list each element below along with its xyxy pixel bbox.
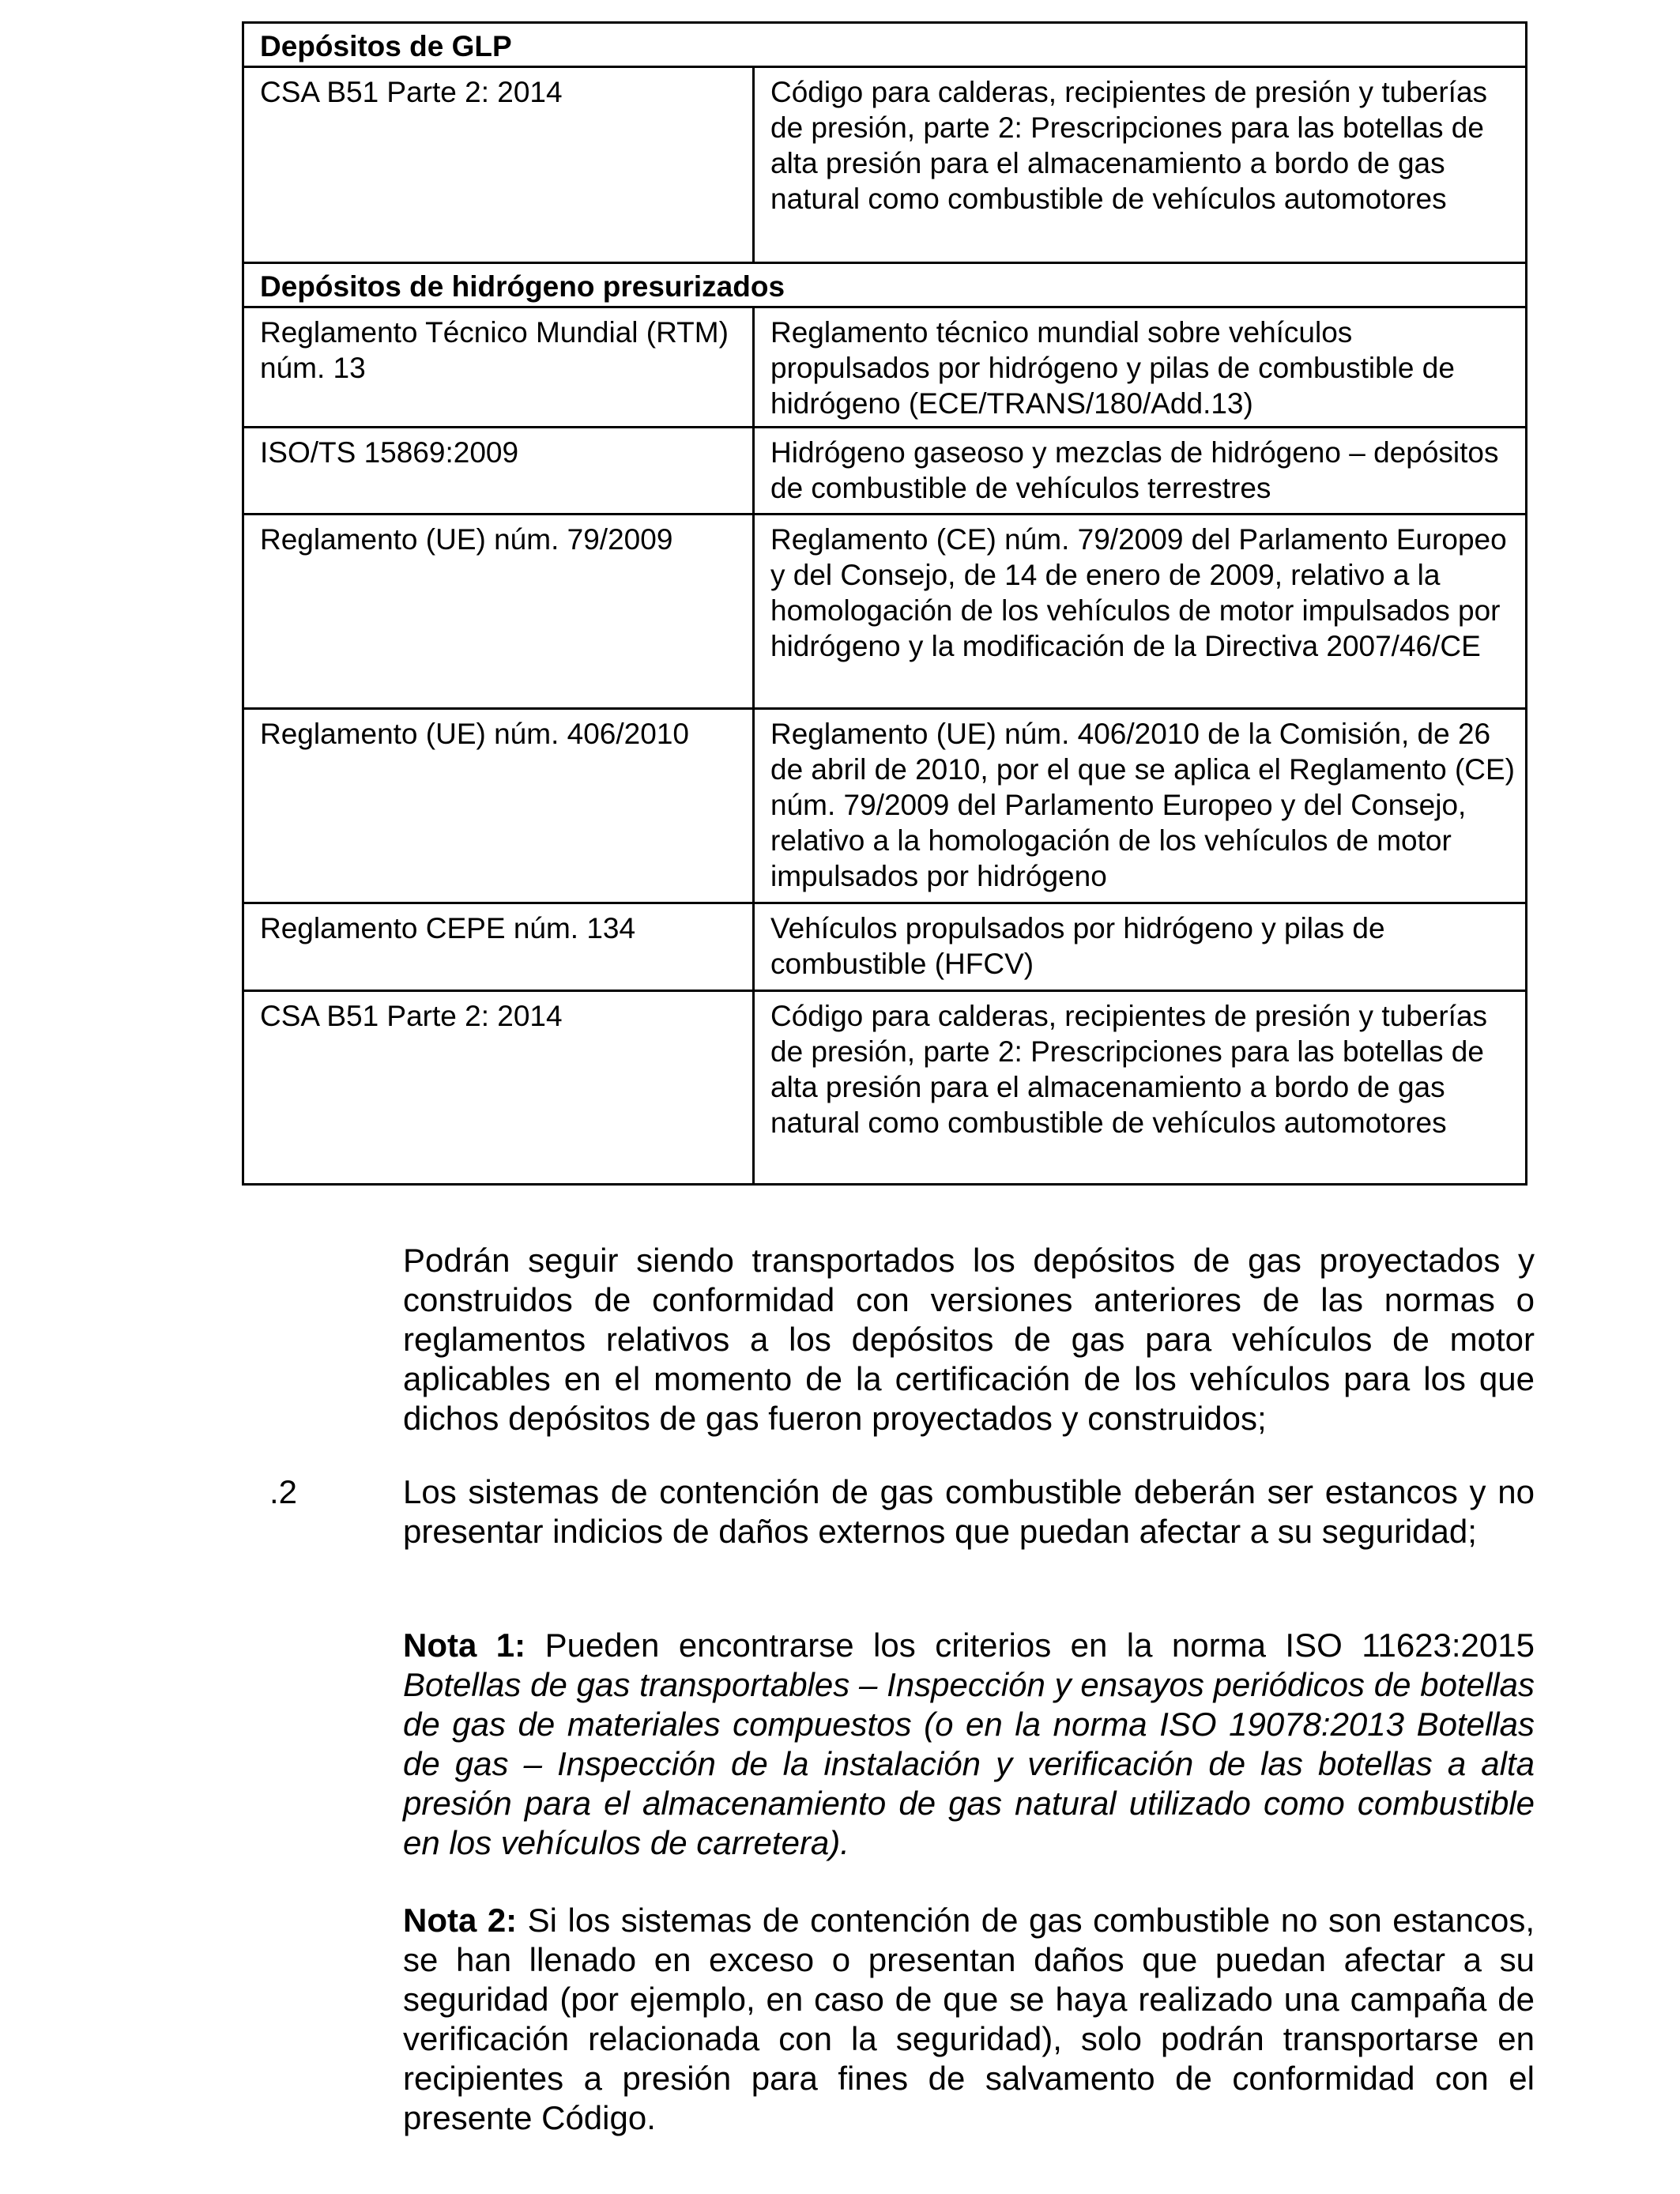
standard-description: Código para calderas, recipientes de presión y tuberías de presión, parte 2: Prescripciones para las botellas de alta presión para el almacenamiento a bordo de gas natural como combustible de vehículos automotores [754,67,1527,263]
section-heading-hydrogen: Depósitos de hidrógeno presurizados [243,263,1527,307]
section-heading-glp: Depósitos de GLP [243,23,1527,67]
item-number: .2 [269,1473,298,1510]
table-row [243,67,1527,263]
standard-code: Reglamento (UE) núm. 406/2010 [243,709,754,903]
transport-paragraph: Podrán seguir siendo transportados los depósitos de gas proyectados y construidos de conformidad con versiones anteriores de las normas o reglamentos relativos a los depósitos de gas para vehículos de motor aplicables en el momento de la certificación de los vehículos para los que dichos depósitos de gas fueron proyectados y construidos; [403,1242,1535,1437]
note-1-label: Nota 1: [403,1627,526,1664]
standard-code: Reglamento (UE) núm. 79/2009 [243,515,754,709]
note-2 [403,1901,1535,2138]
standard-description: Reglamento (UE) núm. 406/2010 de la Comisión, de 26 de abril de 2010, por el que se aplica el Reglamento (CE) núm. 79/2009 del Parlamento Europeo y del Consejo, relativo a la homologación de los vehículos de motor impulsados por hidrógeno [754,709,1527,903]
standard-code: Reglamento Técnico Mundial (RTM) núm. 13 [243,307,754,428]
standards-table [242,21,1527,1186]
standard-code: ISO/TS 15869:2009 [243,428,754,515]
standard-description: Reglamento (CE) núm. 79/2009 del Parlamento Europeo y del Consejo, de 14 de enero de 2009, relativo a la homologación de los vehículos de motor impulsados por hidrógeno y la modificación de la Directiva 2007/46/CE [754,515,1527,709]
note-1-text: Pueden encontrarse los criterios en la norma ISO 11623:2015 [544,1627,1535,1664]
standard-code: Reglamento CEPE núm. 134 [243,903,754,991]
note-1-italic-text: Botellas de gas transportables – Inspección y ensayos periódicos de botellas de gas de materiales compuestos (o en la norma ISO 19078:2013 Botellas de gas – Inspección de la instalación y verificación de las botellas a alta presión para el almacenamiento de gas natural utilizado como combustible en los vehículos de carretera). [403,1666,1535,1861]
item-2-text: Los sistemas de contención de gas combustible deberán ser estancos y no presentar indicios de daños externos que puedan afectar a su seguridad; [403,1473,1535,1550]
table-row [243,307,1527,428]
table-row [243,991,1527,1185]
table-row [243,903,1527,991]
table-row [243,709,1527,903]
table-row [243,428,1527,515]
standard-code: CSA B51 Parte 2: 2014 [243,67,754,263]
note-2-text: Si los sistemas de contención de gas combustible no son estancos, se han llenado en exceso o presentan daños que puedan afectar a su seguridad (por ejemplo, en caso de que se haya realizado una campaña de verificación relacionada con la seguridad), solo podrán transportarse en recipientes a presión para fines de salvamento de conformidad con el presente Código. [403,1902,1535,2136]
note-2-label: Nota 2: [403,1902,518,1939]
standard-code: CSA B51 Parte 2: 2014 [243,991,754,1185]
table-row [243,515,1527,709]
standard-description: Vehículos propulsados por hidrógeno y pilas de combustible (HFCV) [754,903,1527,991]
note-1 [403,1626,1535,1863]
standard-description: Código para calderas, recipientes de presión y tuberías de presión, parte 2: Prescripciones para las botellas de alta presión para el almacenamiento a bordo de gas natural como combustible de vehículos automotores [754,991,1527,1185]
table-section-heading-row [243,23,1527,67]
standard-description: Hidrógeno gaseoso y mezclas de hidrógeno – depósitos de combustible de vehículos terrestres [754,428,1527,515]
table-section-heading-row [243,263,1527,307]
standard-description: Reglamento técnico mundial sobre vehículos propulsados por hidrógeno y pilas de combustible de hidrógeno (ECE/TRANS/180/Add.13) [754,307,1527,428]
